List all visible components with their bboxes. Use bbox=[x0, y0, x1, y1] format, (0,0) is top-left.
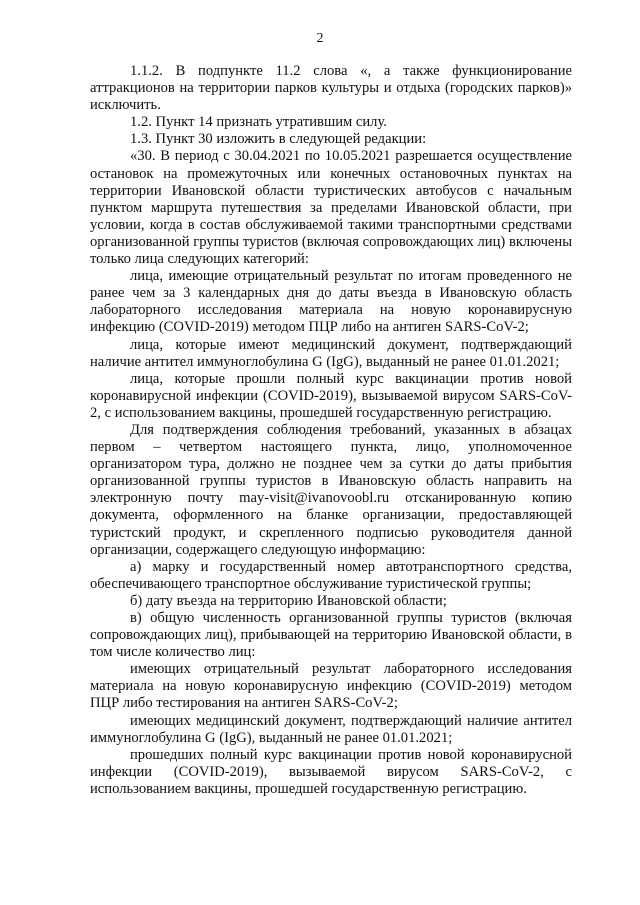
list-item-b: б) дату въезда на территорию Ивановской области; bbox=[130, 592, 447, 609]
paragraph-30-intro: «30. В период с 30.04.2021 по 10.05.2021 разрешается осуществление остановок на промежуточных или конечных остановочных пунктах на территории Ивановской области туристических автобусов с начальным пунктом маршрута путешествия за пределами Ивановской области, при условии, когда в состав обслуживаемой такими транспортными средствами организованной группы туристов (включая сопровождающих лиц) включены только лица следующих категорий: bbox=[90, 148, 572, 268]
list-item-a: а) марку и государственный номер автотранспортного средства, обеспечивающего транспортное обслуживание туристической группы; bbox=[90, 558, 572, 592]
sublist-antibodies: имеющих медицинский документ, подтверждающий наличие антител иммуноглобулина G (IgG), выданный не ранее 01.01.2021; bbox=[90, 712, 572, 746]
paragraph-antibodies: лица, которые имеют медицинский документ, подтверждающий наличие антител иммуноглобулина G (IgG), выданный не ранее 01.01.2021; bbox=[90, 336, 572, 370]
paragraph-negative-test: лица, имеющие отрицательный результат по итогам проведенного не ранее чем за 3 календарных дня до даты въезда в Ивановскую область лабораторного исследования материала на новую коронавирусную инфекцию (COVID-2019) методом ПЦР либо на антиген SARS-CoV-2; bbox=[90, 268, 572, 336]
paragraph-1-1-2: 1.1.2. В подпункте 11.2 слова «, а также функционирование аттракционов на территории парков культуры и отдыха (городских парков)» исключить. bbox=[90, 63, 572, 114]
sublist-vaccinated: прошедших полный курс вакцинации против новой коронавирусной инфекции (COVID-2019), вызываемой вирусом SARS-CoV-2, с использованием вакцины, прошедшей государственную регистрацию. bbox=[90, 746, 572, 797]
paragraph-1-2: 1.2. Пункт 14 признать утратившим силу. bbox=[130, 114, 387, 131]
document-body bbox=[90, 63, 572, 798]
list-item-v: в) общую численность организованной группы туристов (включая сопровождающих лиц), прибывающей на территорию Ивановской области, в том числе количество лиц: bbox=[90, 610, 572, 661]
page-number: 2 bbox=[316, 31, 324, 46]
paragraph-confirmation: Для подтверждения соблюдения требований, указанных в абзацах первом – четвертом настоящего пункта, лицо, уполномоченное организатором тура, должно не позднее чем за сутки до даты прибытия организованной группы туристов в Ивановскую область направить на электронную почту may-visit@ivanovoobl.ru отсканированную копию документа, оформленного на бланке организации, предоставляющей туристский продукт, и скрепленного подписью руководителя данной организации, содержащего следующую информацию: bbox=[90, 421, 572, 558]
sublist-negative-test: имеющих отрицательный результат лабораторного исследования материала на новую коронавирусную инфекцию (COVID-2019) методом ПЦР либо тестирования на антиген SARS-CoV-2; bbox=[90, 661, 572, 712]
paragraph-1-3: 1.3. Пункт 30 изложить в следующей редакции: bbox=[130, 131, 427, 148]
paragraph-vaccinated: лица, которые прошли полный курс вакцинации против новой коронавирусной инфекции (COVID-2019), вызываемой вирусом SARS-CoV-2, с использованием вакцины, прошедшей государственную регистрацию. bbox=[90, 370, 572, 421]
